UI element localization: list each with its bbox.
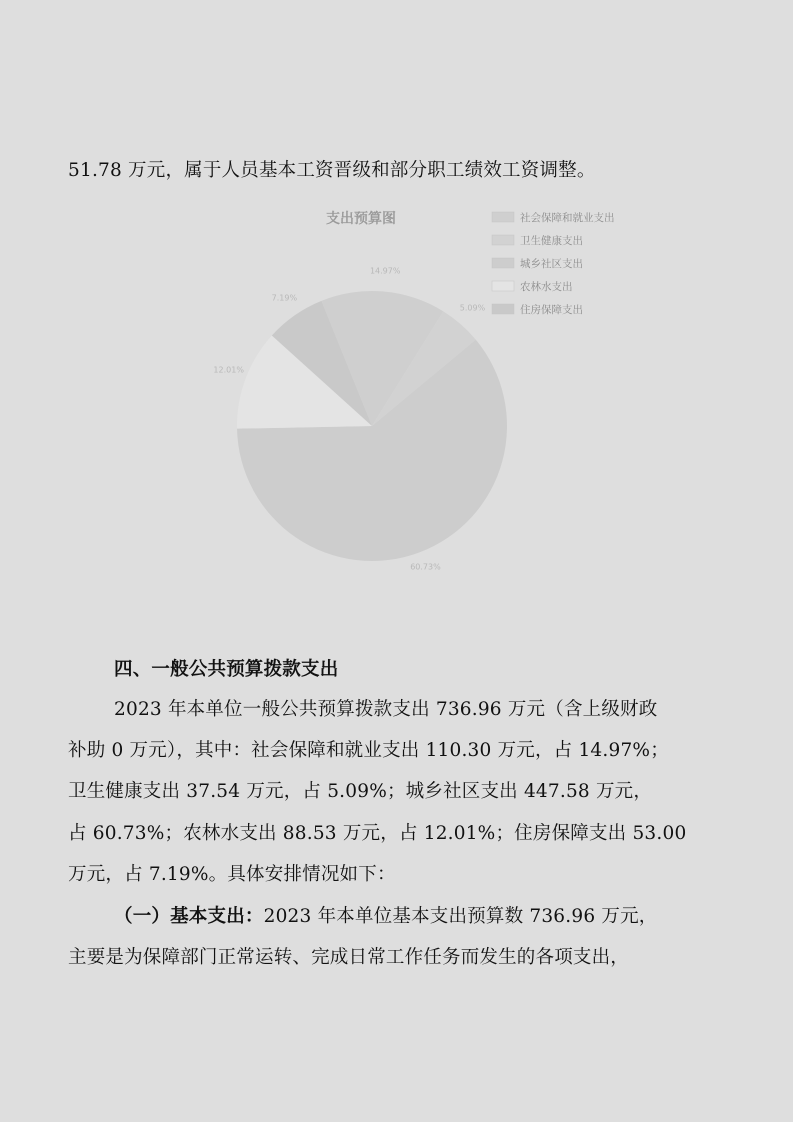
- paragraph-line: 补助 0 万元），其中：社会保障和就业支出 110.30 万元，占 14.97%；: [68, 740, 669, 761]
- paragraph-line: [114, 902, 657, 928]
- pie-chart: [210, 196, 630, 596]
- legend-label: 住房保障支出: [520, 304, 583, 316]
- paragraph-line: 2023 年本单位一般公共预算拨款支出 736.96 万元（含上级财政: [114, 699, 658, 720]
- data-label: 14.97%: [369, 266, 401, 276]
- paragraph-line: 主要是为保障部门正常运转、完成日常工作任务而发生的各项支出，: [68, 947, 630, 968]
- data-label: 12.01%: [213, 365, 244, 375]
- data-label: 60.73%: [410, 562, 441, 572]
- paragraph-text: 2023 年本单位基本支出预算数 736.96 万元，: [263, 906, 658, 927]
- document-page: [10, 14, 783, 1110]
- legend-swatch: [492, 235, 514, 245]
- paragraph-line: 占 60.73%；农林水支出 88.53 万元，占 12.01%；住房保障支出 53.00: [68, 823, 687, 844]
- data-label: 7.19%: [271, 293, 298, 303]
- subsection-label: （一）基本支出：: [114, 906, 264, 927]
- chart-legend: [492, 211, 615, 316]
- section-heading: 四、一般公共预算拨款支出: [114, 659, 339, 680]
- legend-swatch: [492, 258, 514, 268]
- pie-slices: [213, 267, 507, 572]
- legend-swatch: [492, 304, 514, 314]
- legend-label: 卫生健康支出: [520, 235, 583, 247]
- continuation-line: 51.78 万元，属于人员基本工资晋级和部分职工绩效工资调整。: [68, 160, 596, 181]
- chart-title: 支出预算图: [326, 211, 396, 227]
- data-label: 5.09%: [459, 303, 486, 313]
- legend-label: 农林水支出: [520, 281, 573, 293]
- paragraph-line: 万元，占 7.19%。具体安排情况如下：: [68, 864, 396, 885]
- legend-swatch: [492, 212, 514, 222]
- paragraph-line: 卫生健康支出 37.54 万元，占 5.09%；城乡社区支出 447.58 万元，: [68, 781, 653, 802]
- legend-swatch: [492, 281, 514, 291]
- legend-label: 城乡社区支出: [520, 258, 583, 270]
- legend-label: 社会保障和就业支出: [520, 212, 615, 224]
